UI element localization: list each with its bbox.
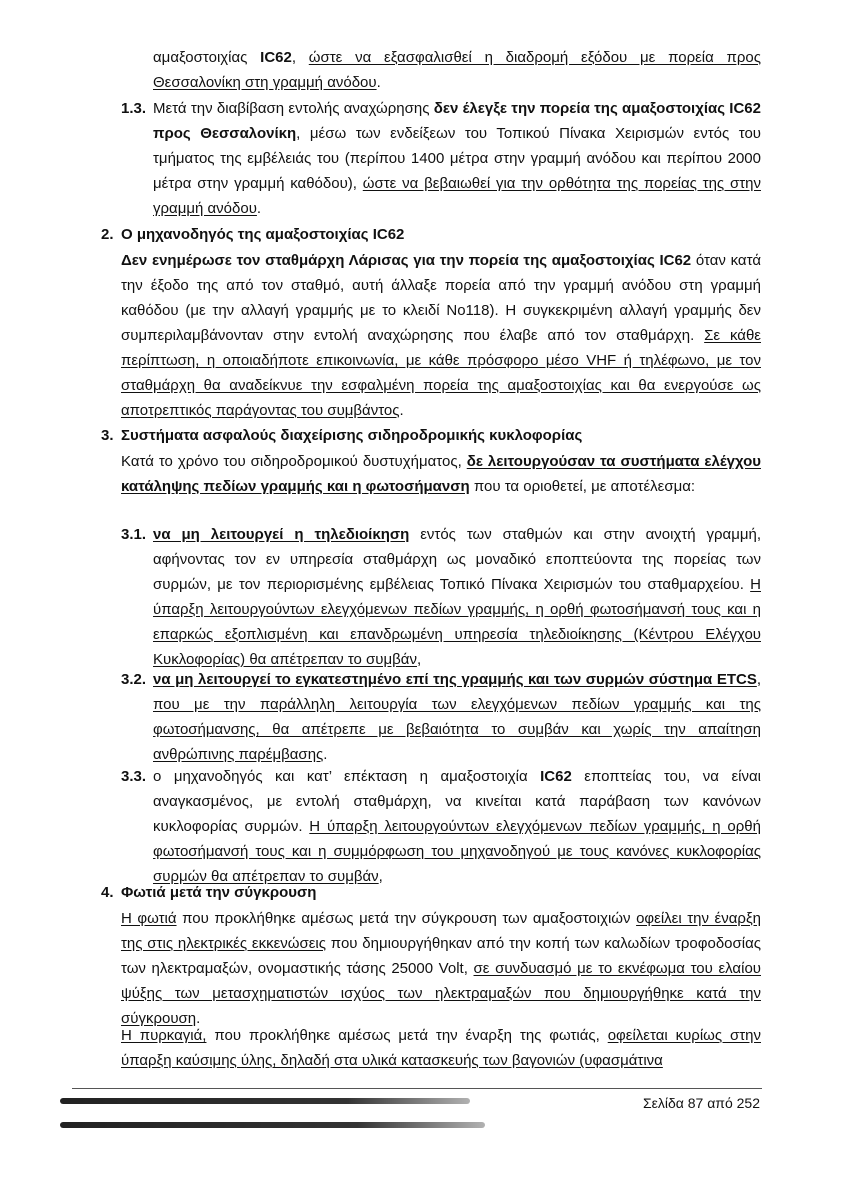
text: ,: [756, 671, 761, 688]
footer-redaction-bar: [60, 1122, 485, 1128]
page-number: Σελίδα 87 από 252: [642, 1095, 760, 1111]
train-id: IC62: [540, 768, 572, 785]
underlined-text: ώστε να βεβαιωθεί για την ορθότητα της πορείας της στην γραμμή ανόδου: [153, 175, 761, 217]
underlined-text: που με την παράλληλη λειτουργία των ελεγχόμενων πεδίων γραμμής και της φωτοσήμανσης, θα απέτρεπε με βεβαιότητα το συμβάν και χωρίς την απαίτηση ανθρώπινης παρέμβασης: [153, 696, 761, 763]
heading-number-4: 4.: [101, 884, 114, 901]
paragraph-4: [121, 906, 761, 1031]
item-3-3: [153, 764, 761, 889]
underlined-text: Η φωτιά: [121, 910, 177, 927]
text: αμαξοστοιχίας: [153, 49, 261, 66]
bold-text: Δεν ενημέρωσε τον σταθμάρχη Λάρισας για την πορεία της αμαξοστοιχίας IC62: [121, 252, 692, 269]
underlined-text: Η ύπαρξη λειτουργούντων ελεγχόμενων πεδίων γραμμής, η ορθή φωτοσήμανσή τους και η επαρκώς εξοπλισμένη και επανδρωμένη υπηρεσία τηλεδιοίκησης (Κέντρου Ελέγχου Κυκλοφορίας) θα απέτρεπαν το συμβάν: [153, 576, 761, 668]
text: .: [376, 74, 381, 91]
heading-4: Φωτιά μετά την σύγκρουση: [121, 884, 317, 901]
text: ,: [378, 868, 383, 885]
item-number-3-1: 3.1.: [121, 526, 147, 543]
paragraph-3: [121, 449, 761, 499]
heading-2: Ο μηχανοδηγός της αμαξοστοιχίας IC62: [121, 226, 405, 243]
underlined-text: οφείλει την έναρξη της στις ηλεκτρικές εκκενώσεις: [121, 910, 762, 952]
text: , μέσω των ενδείξεων του Τοπικού Πίνακα Χειρισμών εντός του τμήματος της εμβέλειάς του (περίπου 1400 μέτρα στην γραμμή ανόδου και περίπου 2000 μέτρα στην γραμμή καθόδου),: [153, 125, 761, 192]
footer-rule: [72, 1088, 762, 1089]
text: ,: [416, 651, 422, 668]
paragraph-2: [121, 248, 761, 423]
underlined-text: Σε κάθε περίπτωση, η οποιαδήποτε επικοινωνία, με κάθε πρόσφορο μέσο VHF ή τηλέφωνο, με τον σταθμάρχη θα αναδείκνυε την εσφαλμένη πορεία της αμαξοστοιχίας και θα ενεργούσε ως αποτρεπτικός παράγοντας του συμβάντος: [121, 327, 761, 419]
item-number-3-2: 3.2.: [121, 671, 147, 688]
underlined-text: οφείλεται κυρίως στην ύπαρξη καύσιμης ύλης, δηλαδή στα υλικά κατασκευής των βαγονιών (υφασμάτινα: [121, 1027, 761, 1069]
heading-3: Συστήματα ασφαλούς διαχείρισης σιδηροδρομικής κυκλοφορίας: [121, 427, 583, 444]
text: εντός των σταθμών και στην ανοιχτή γραμμή, αφήνοντας τον εν υπηρεσία σταθμάρχη ως μοναδικό εποπτεύοντα της πορείας των συρμών, με τον περιορισμένης εμβέλειας Τοπικό Πίνακα Χειρισμών του σταθμαρχείου.: [153, 526, 762, 593]
bold-underlined-text: δε λειτουργούσαν τα συστήματα ελέγχου κατάληψης πεδίων γραμμής και η φωτοσήμανση: [121, 453, 761, 495]
item-1-3: [153, 96, 761, 221]
heading-number-2: 2.: [101, 226, 114, 243]
underlined-text: ώστε να εξασφαλισθεί η διαδρομή εξόδου με πορεία προς Θεσσαλονίκη στη γραμμή ανόδου: [153, 49, 761, 91]
heading-number-3: 3.: [101, 427, 114, 444]
text: που προκλήθηκε αμέσως μετά την έναρξη της φωτιάς,: [206, 1027, 608, 1044]
text: Κατά το χρόνο του σιδηροδρομικού δυστυχήματος,: [121, 453, 467, 470]
text: .: [256, 200, 262, 217]
item-number-3-3: 3.3.: [121, 768, 147, 785]
underlined-text: σε συνδυασμό με το εκνέφωμα του ελαίου ψύξης των μετασχηματιστών ισχύος των ηλεκτραμαξών που δημιουργήθηκε κατά την σύγκρουση: [121, 960, 761, 1027]
underlined-text: Η πυρκαγιά,: [121, 1027, 207, 1044]
text: .: [196, 1010, 201, 1027]
bold-text: δεν έλεγξε την πορεία της αμαξοστοιχίας IC62 προς Θεσσαλονίκη: [153, 100, 761, 142]
text: που δημιουργήθηκαν από την κοπή των καλωδίων τροφοδοσίας των ηλεκτραμαξών, ονομαστικής τάσης 25000 Volt,: [121, 935, 761, 977]
text: που προκλήθηκε αμέσως μετά την σύγκρουση των αμαξοστοιχιών: [176, 910, 637, 927]
item-number-1-3: 1.3.: [121, 100, 147, 117]
paragraph-continuation: [153, 45, 761, 95]
text: ,: [291, 49, 309, 66]
item-3-1: [153, 522, 761, 672]
text: όταν κατά την έξοδο της από τον σταθμό, αυτή άλλαξε πορεία από την γραμμή ανόδου στη γραμμή καθόδου (με την αλλαγή γραμμής με το κλειδί Νο118). Η συγκεκριμένη αλλαγή γραμμής δεν συμπεριλαμβάνονταν στην εντολή αναχώρησης που έλαβε από τον σταθμάρχη.: [121, 252, 761, 344]
paragraph-5: [121, 1023, 761, 1073]
text: Μετά την διαβίβαση εντολής αναχώρησης: [153, 100, 434, 117]
text: εποπτείας του, να είναι αναγκασμένος, με εντολή σταθμάρχη, να κινείται κατά παράβαση των κανόνων κυκλοφορίας συρμών.: [153, 768, 761, 835]
text: .: [323, 746, 328, 763]
footer-redaction-bar: [60, 1098, 470, 1104]
item-3-2: [153, 667, 761, 767]
underlined-text: Η ύπαρξη λειτουργούντων ελεγχόμενων πεδίων γραμμής, η ορθή φωτοσήμανσή τους και η συμμόρφωση του μηχανοδηγού με τους κανόνες κυκλοφορίας συρμών θα απέτρεπαν το συμβάν: [153, 818, 761, 885]
text: .: [399, 402, 404, 419]
text: ο μηχανοδηγός και κατ’ επέκταση η αμαξοστοιχία: [153, 768, 541, 785]
text: που τα οριοθετεί, με αποτέλεσμα:: [469, 478, 696, 495]
bold-underlined-text: να μη λειτουργεί το εγκατεστημένο επί της γραμμής και των συρμών σύστημα ETCS: [153, 671, 757, 688]
train-id: IC62: [260, 49, 292, 66]
bold-underlined-text: να μη λειτουργεί η τηλεδιοίκηση: [153, 526, 410, 543]
